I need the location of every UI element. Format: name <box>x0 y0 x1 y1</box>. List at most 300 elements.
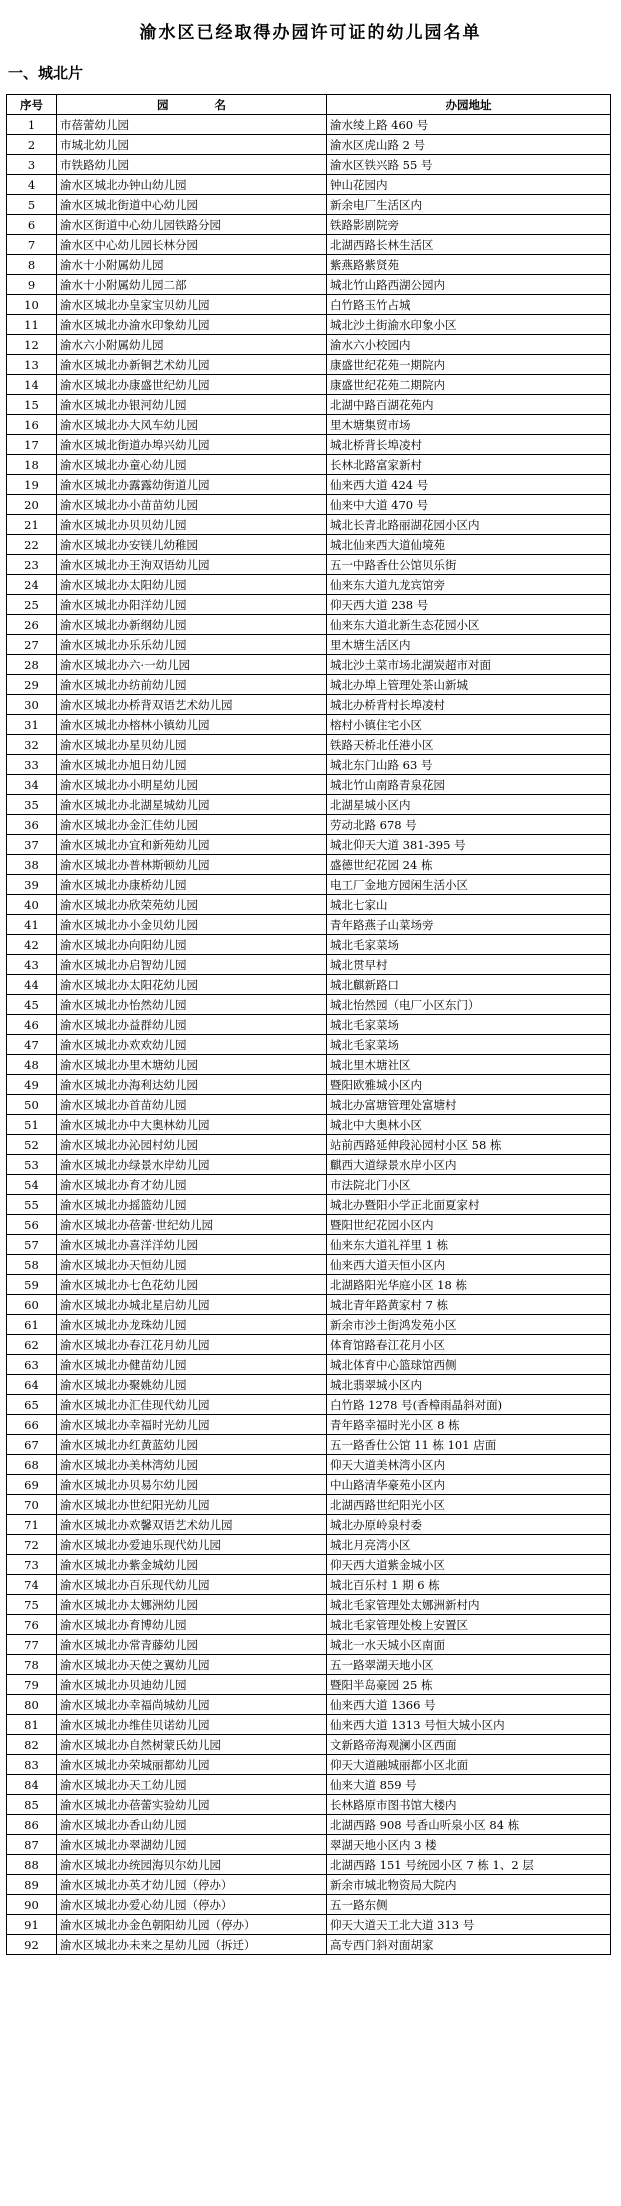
kindergarten-address: 城北沙土菜市场北湖炭超市对面 <box>327 655 611 675</box>
row-number: 48 <box>7 1055 57 1075</box>
table-row <box>7 1015 611 1035</box>
row-number: 57 <box>7 1235 57 1255</box>
row-number: 66 <box>7 1415 57 1435</box>
header-name: 园 名 <box>57 95 327 115</box>
kindergarten-name: 渝水区中心幼儿园长林分园 <box>57 235 327 255</box>
row-number: 89 <box>7 1875 57 1895</box>
row-number: 32 <box>7 735 57 755</box>
kindergarten-address: 城北毛家管理处梭上安置区 <box>327 1615 611 1635</box>
kindergarten-address: 紫燕路紫贤苑 <box>327 255 611 275</box>
kindergarten-name: 渝水区城北办向阳幼儿园 <box>57 935 327 955</box>
kindergarten-name: 渝水区城北办春江花月幼儿园 <box>57 1335 327 1355</box>
table-row <box>7 875 611 895</box>
row-number: 17 <box>7 435 57 455</box>
table-row <box>7 595 611 615</box>
kindergarten-address: 里木塘集贸市场 <box>327 415 611 435</box>
table-row <box>7 815 611 835</box>
row-number: 41 <box>7 915 57 935</box>
kindergarten-name: 渝水区城北办小明星幼儿园 <box>57 775 327 795</box>
kindergarten-address: 新余电厂生活区内 <box>327 195 611 215</box>
kindergarten-name: 渝水区城北办天工幼儿园 <box>57 1775 327 1795</box>
kindergarten-name: 渝水区城北办汇佳现代幼儿园 <box>57 1395 327 1415</box>
kindergarten-address: 康盛世纪花苑一期院内 <box>327 355 611 375</box>
table-row <box>7 1235 611 1255</box>
row-number: 16 <box>7 415 57 435</box>
kindergarten-name: 渝水区城北街道中心幼儿园 <box>57 195 327 215</box>
table-row <box>7 995 611 1015</box>
kindergarten-address: 暨阳世纪花园小区内 <box>327 1215 611 1235</box>
kindergarten-address: 城北沙土街渝水印象小区 <box>327 315 611 335</box>
kindergarten-name: 渝水区城北办紫金城幼儿园 <box>57 1555 327 1575</box>
kindergarten-name: 渝水区城北办贝易尔幼儿园 <box>57 1475 327 1495</box>
table-row <box>7 335 611 355</box>
kindergarten-name: 渝水区城北办中大奥林幼儿园 <box>57 1115 327 1135</box>
kindergarten-name: 渝水区城北办安镁儿幼稚园 <box>57 535 327 555</box>
section-heading: 一、城北片 <box>8 64 84 82</box>
row-number: 20 <box>7 495 57 515</box>
kindergarten-address: 北湖西路 908 号香山听泉小区 84 栋 <box>327 1815 611 1835</box>
kindergarten-name: 市蓓蕾幼儿园 <box>57 115 327 135</box>
kindergarten-address: 铁路影剧院旁 <box>327 215 611 235</box>
kindergarten-address: 城北仰天大道 381-395 号 <box>327 835 611 855</box>
kindergarten-address: 城北办原岭泉村委 <box>327 1515 611 1535</box>
table-row <box>7 1635 611 1655</box>
kindergarten-address: 铁路天桥北任港小区 <box>327 735 611 755</box>
row-number: 18 <box>7 455 57 475</box>
kindergarten-name: 渝水区城北办宜和新苑幼儿园 <box>57 835 327 855</box>
row-number: 29 <box>7 675 57 695</box>
row-number: 7 <box>7 235 57 255</box>
table-row <box>7 1655 611 1675</box>
kindergarten-name: 渝水区城北办荣城丽都幼儿园 <box>57 1755 327 1775</box>
kindergarten-name: 渝水区城北办童心幼儿园 <box>57 455 327 475</box>
table-row <box>7 315 611 335</box>
kindergarten-address: 文新路帝海观澜小区西面 <box>327 1735 611 1755</box>
kindergarten-address: 城北办暨阳小学正北面夏家村 <box>327 1195 611 1215</box>
row-number: 71 <box>7 1515 57 1535</box>
kindergarten-address: 城北东门山路 63 号 <box>327 755 611 775</box>
kindergarten-address: 北湖星城小区内 <box>327 795 611 815</box>
table-row <box>7 1795 611 1815</box>
table-row <box>7 1175 611 1195</box>
kindergarten-address: 渝水六小校园内 <box>327 335 611 355</box>
kindergarten-name: 渝水区城北办育才幼儿园 <box>57 1175 327 1195</box>
kindergarten-name: 渝水区城北办欣荣苑幼儿园 <box>57 895 327 915</box>
table-row <box>7 535 611 555</box>
row-number: 74 <box>7 1575 57 1595</box>
kindergarten-address: 城北体育中心篮球馆西侧 <box>327 1355 611 1375</box>
row-number: 47 <box>7 1035 57 1055</box>
kindergarten-name: 渝水区城北办绿景水岸幼儿园 <box>57 1155 327 1175</box>
kindergarten-address: 城北办富塘管理处富塘村 <box>327 1095 611 1115</box>
table-row <box>7 1675 611 1695</box>
kindergarten-address: 盛德世纪花园 24 栋 <box>327 855 611 875</box>
row-number: 70 <box>7 1495 57 1515</box>
kindergarten-address: 城北仙来西大道仙境苑 <box>327 535 611 555</box>
kindergarten-address: 城北中大奥林小区 <box>327 1115 611 1135</box>
kindergarten-address: 城北七家山 <box>327 895 611 915</box>
row-number: 3 <box>7 155 57 175</box>
table-row <box>7 1215 611 1235</box>
table-row <box>7 1275 611 1295</box>
row-number: 15 <box>7 395 57 415</box>
row-number: 35 <box>7 795 57 815</box>
row-number: 54 <box>7 1175 57 1195</box>
document-title: 渝水区已经取得办园许可证的幼儿园名单 <box>139 23 482 43</box>
row-number: 86 <box>7 1815 57 1835</box>
kindergarten-address: 仙来西大道 1366 号 <box>327 1695 611 1715</box>
table-row <box>7 195 611 215</box>
kindergarten-name: 渝水区城北办阳洋幼儿园 <box>57 595 327 615</box>
kindergarten-name: 渝水区城北办红黄蓝幼儿园 <box>57 1435 327 1455</box>
kindergarten-name: 渝水区城北办太阳幼儿园 <box>57 575 327 595</box>
row-number: 42 <box>7 935 57 955</box>
row-number: 75 <box>7 1595 57 1615</box>
row-number: 10 <box>7 295 57 315</box>
row-number: 38 <box>7 855 57 875</box>
kindergarten-name: 渝水区城北办里木塘幼儿园 <box>57 1055 327 1075</box>
row-number: 64 <box>7 1375 57 1395</box>
kindergarten-name: 渝水区城北办小苗苗幼儿园 <box>57 495 327 515</box>
kindergarten-address: 城北月亮湾小区 <box>327 1535 611 1555</box>
table-row <box>7 395 611 415</box>
table-row <box>7 1555 611 1575</box>
table-row <box>7 1875 611 1895</box>
table-row <box>7 375 611 395</box>
kindergarten-name: 渝水十小附属幼儿园二部 <box>57 275 327 295</box>
kindergarten-name: 渝水区城北办王洵双语幼儿园 <box>57 555 327 575</box>
kindergarten-address: 翠湖天地小区内 3 楼 <box>327 1835 611 1855</box>
table-row <box>7 1515 611 1535</box>
row-number: 72 <box>7 1535 57 1555</box>
row-number: 46 <box>7 1015 57 1035</box>
table-row <box>7 1595 611 1615</box>
kindergarten-name: 渝水区街道中心幼儿园铁路分园 <box>57 215 327 235</box>
kindergarten-name: 渝水区城北办旭日幼儿园 <box>57 755 327 775</box>
kindergarten-name: 渝水六小附属幼儿园 <box>57 335 327 355</box>
kindergarten-name: 渝水区城北办世纪阳光幼儿园 <box>57 1495 327 1515</box>
kindergarten-address: 城北里木塘社区 <box>327 1055 611 1075</box>
row-number: 50 <box>7 1095 57 1115</box>
row-number: 45 <box>7 995 57 1015</box>
kindergarten-name: 渝水区城北办英才幼儿园（停办） <box>57 1875 327 1895</box>
table-row <box>7 1115 611 1135</box>
table-row <box>7 1255 611 1275</box>
table-row <box>7 455 611 475</box>
table-row <box>7 1435 611 1455</box>
kindergarten-name: 渝水区城北办康桥幼儿园 <box>57 875 327 895</box>
kindergarten-name: 市铁路幼儿园 <box>57 155 327 175</box>
kindergarten-name: 渝水区城北办未来之星幼儿园（拆迁） <box>57 1935 327 1955</box>
table-row <box>7 355 611 375</box>
row-number: 82 <box>7 1735 57 1755</box>
kindergarten-name: 渝水区城北办翠湖幼儿园 <box>57 1835 327 1855</box>
row-number: 63 <box>7 1355 57 1375</box>
kindergarten-name: 渝水区城北办金色朝阳幼儿园（停办） <box>57 1915 327 1935</box>
row-number: 30 <box>7 695 57 715</box>
row-number: 62 <box>7 1335 57 1355</box>
table-row <box>7 775 611 795</box>
kindergarten-address: 城北办埠上管理处茶山新城 <box>327 675 611 695</box>
row-number: 79 <box>7 1675 57 1695</box>
header-address: 办园地址 <box>327 95 611 115</box>
table-row <box>7 1615 611 1635</box>
table-row <box>7 1335 611 1355</box>
header-number: 序号 <box>7 95 57 115</box>
kindergarten-address: 城北百乐村 1 期 6 栋 <box>327 1575 611 1595</box>
kindergarten-name: 渝水十小附属幼儿园 <box>57 255 327 275</box>
kindergarten-name: 渝水区城北办欢馨双语艺术幼儿园 <box>57 1515 327 1535</box>
kindergarten-name: 渝水区城北办龙珠幼儿园 <box>57 1315 327 1335</box>
table-row <box>7 735 611 755</box>
kindergarten-name: 渝水区城北办六·一幼儿园 <box>57 655 327 675</box>
kindergarten-address: 仙来东大道北新生态花园小区 <box>327 615 611 635</box>
row-number: 76 <box>7 1615 57 1635</box>
table-row <box>7 275 611 295</box>
table-row <box>7 675 611 695</box>
table-row <box>7 1835 611 1855</box>
kindergarten-name: 渝水区城北办聚姚幼儿园 <box>57 1375 327 1395</box>
table-row <box>7 755 611 775</box>
kindergarten-address: 仰天大道天工北大道 313 号 <box>327 1915 611 1935</box>
kindergarten-address: 长林路原市图书馆大楼内 <box>327 1795 611 1815</box>
table-row <box>7 115 611 135</box>
kindergarten-address: 北湖西路长林生活区 <box>327 235 611 255</box>
kindergarten-address: 城北竹山路西湖公园内 <box>327 275 611 295</box>
kindergarten-name: 渝水区城北办银河幼儿园 <box>57 395 327 415</box>
kindergarten-address: 城北麒新路口 <box>327 975 611 995</box>
row-number: 52 <box>7 1135 57 1155</box>
kindergarten-name: 渝水区城北办贝贝幼儿园 <box>57 515 327 535</box>
kindergarten-address: 新余市沙土街鸿发苑小区 <box>327 1315 611 1335</box>
kindergarten-address: 中山路清华豪苑小区内 <box>327 1475 611 1495</box>
table-row <box>7 1035 611 1055</box>
kindergarten-name: 渝水区城北办星贝幼儿园 <box>57 735 327 755</box>
kindergarten-address: 城北竹山南路青泉花园 <box>327 775 611 795</box>
kindergarten-name: 渝水区城北办普林斯顿幼儿园 <box>57 855 327 875</box>
kindergarten-address: 城北翡翠城小区内 <box>327 1375 611 1395</box>
kindergarten-address: 仰天大道美林湾小区内 <box>327 1455 611 1475</box>
row-number: 73 <box>7 1555 57 1575</box>
kindergarten-address: 渝水区虎山路 2 号 <box>327 135 611 155</box>
kindergarten-name: 渝水区城北办摇篮幼儿园 <box>57 1195 327 1215</box>
kindergarten-address: 仙来东大道礼祥里 1 栋 <box>327 1235 611 1255</box>
row-number: 65 <box>7 1395 57 1415</box>
row-number: 77 <box>7 1635 57 1655</box>
row-number: 84 <box>7 1775 57 1795</box>
row-number: 39 <box>7 875 57 895</box>
row-number: 37 <box>7 835 57 855</box>
kindergarten-address: 榕村小镇住宅小区 <box>327 715 611 735</box>
row-number: 27 <box>7 635 57 655</box>
table-row <box>7 215 611 235</box>
kindergarten-name: 渝水区城北办新铜艺术幼儿园 <box>57 355 327 375</box>
kindergarten-name: 渝水区城北办幸福尚城幼儿园 <box>57 1695 327 1715</box>
kindergarten-address: 仙来西大道 1313 号恒大城小区内 <box>327 1715 611 1735</box>
kindergarten-address: 城北办桥背村长埠凌村 <box>327 695 611 715</box>
kindergarten-name: 渝水区城北办渝水印象幼儿园 <box>57 315 327 335</box>
kindergarten-name: 渝水区城北办启智幼儿园 <box>57 955 327 975</box>
kindergarten-name: 渝水区城北办乐乐幼儿园 <box>57 635 327 655</box>
table-row <box>7 1055 611 1075</box>
row-number: 49 <box>7 1075 57 1095</box>
kindergarten-name: 渝水区城北办常青藤幼儿园 <box>57 1635 327 1655</box>
kindergarten-name: 渝水区城北办怡然幼儿园 <box>57 995 327 1015</box>
row-number: 59 <box>7 1275 57 1295</box>
table-row <box>7 655 611 675</box>
kindergarten-name: 渝水区城北办百乐现代幼儿园 <box>57 1575 327 1595</box>
table-row <box>7 975 611 995</box>
row-number: 5 <box>7 195 57 215</box>
row-number: 83 <box>7 1755 57 1775</box>
table-row <box>7 955 611 975</box>
kindergarten-name: 渝水区城北办榕林小镇幼儿园 <box>57 715 327 735</box>
table-row <box>7 1395 611 1415</box>
kindergarten-name: 渝水区城北办桥背双语艺术幼儿园 <box>57 695 327 715</box>
kindergarten-name: 渝水区城北办皇家宝贝幼儿园 <box>57 295 327 315</box>
kindergarten-name: 渝水区城北办贝迪幼儿园 <box>57 1675 327 1695</box>
kindergarten-address: 仰天西大道 238 号 <box>327 595 611 615</box>
row-number: 69 <box>7 1475 57 1495</box>
kindergarten-address: 新余市城北物资局大院内 <box>327 1875 611 1895</box>
kindergarten-address: 体育馆路春江花月小区 <box>327 1335 611 1355</box>
row-number: 55 <box>7 1195 57 1215</box>
row-number: 4 <box>7 175 57 195</box>
kindergarten-name: 渝水区城北办沁园村幼儿园 <box>57 1135 327 1155</box>
kindergarten-name: 渝水区城北办小金贝幼儿园 <box>57 915 327 935</box>
table-row <box>7 715 611 735</box>
kindergarten-address: 钟山花园内 <box>327 175 611 195</box>
kindergarten-name: 渝水区城北办太娜洲幼儿园 <box>57 1595 327 1615</box>
table-row <box>7 1195 611 1215</box>
kindergarten-address: 劳动北路 678 号 <box>327 815 611 835</box>
kindergarten-name: 渝水区城北办喜洋洋幼儿园 <box>57 1235 327 1255</box>
row-number: 67 <box>7 1435 57 1455</box>
kindergarten-name: 渝水区城北办新纲幼儿园 <box>57 615 327 635</box>
row-number: 92 <box>7 1935 57 1955</box>
kindergarten-name: 渝水区城北办首苗幼儿园 <box>57 1095 327 1115</box>
kindergarten-name: 渝水区城北办纺前幼儿园 <box>57 675 327 695</box>
kindergarten-address: 仙来西大道天恒小区内 <box>327 1255 611 1275</box>
kindergarten-address: 仰天大道融城丽都小区北面 <box>327 1755 611 1775</box>
kindergarten-address: 渝水区铁兴路 55 号 <box>327 155 611 175</box>
kindergarten-address: 暨阳欧雅城小区内 <box>327 1075 611 1095</box>
kindergarten-address: 长林北路富家新村 <box>327 455 611 475</box>
row-number: 28 <box>7 655 57 675</box>
table-row <box>7 895 611 915</box>
kindergarten-name: 渝水区城北办大风车幼儿园 <box>57 415 327 435</box>
row-number: 44 <box>7 975 57 995</box>
kindergarten-name: 渝水区城北办太阳花幼儿园 <box>57 975 327 995</box>
table-row <box>7 1775 611 1795</box>
table-row <box>7 1895 611 1915</box>
table-row <box>7 1575 611 1595</box>
table-row <box>7 615 611 635</box>
kindergarten-address: 高专西门斜对面胡家 <box>327 1935 611 1955</box>
table-row <box>7 1455 611 1475</box>
row-number: 19 <box>7 475 57 495</box>
table-row <box>7 175 611 195</box>
table-row <box>7 1535 611 1555</box>
row-number: 24 <box>7 575 57 595</box>
kindergarten-name: 渝水区城北办维佳贝诺幼儿园 <box>57 1715 327 1735</box>
kindergarten-address: 仰天西大道紫金城小区 <box>327 1555 611 1575</box>
row-number: 6 <box>7 215 57 235</box>
kindergarten-address: 五一路香仕公馆 11 栋 101 店面 <box>327 1435 611 1455</box>
table-row <box>7 255 611 275</box>
row-number: 61 <box>7 1315 57 1335</box>
kindergarten-address: 城北一水天城小区南面 <box>327 1635 611 1655</box>
kindergarten-name: 市城北幼儿园 <box>57 135 327 155</box>
table-row <box>7 1135 611 1155</box>
table-row <box>7 1855 611 1875</box>
kindergarten-name: 渝水区城北办城北星启幼儿园 <box>57 1295 327 1315</box>
kindergarten-address: 电工厂金地方园闲生活小区 <box>327 875 611 895</box>
kindergarten-name: 渝水区城北办健苗幼儿园 <box>57 1355 327 1375</box>
table-row <box>7 1355 611 1375</box>
row-number: 88 <box>7 1855 57 1875</box>
kindergarten-address: 暨阳半岛豪园 25 栋 <box>327 1675 611 1695</box>
table-row <box>7 1295 611 1315</box>
kindergarten-name: 渝水区城北办金汇佳幼儿园 <box>57 815 327 835</box>
kindergarten-name: 渝水区城北办蓓蕾实验幼儿园 <box>57 1795 327 1815</box>
row-number: 34 <box>7 775 57 795</box>
kindergarten-address: 青年路燕子山菜场旁 <box>327 915 611 935</box>
table-row <box>7 135 611 155</box>
table-row <box>7 1415 611 1435</box>
row-number: 26 <box>7 615 57 635</box>
kindergarten-address: 里木塘生活区内 <box>327 635 611 655</box>
kindergarten-address: 城北贯早村 <box>327 955 611 975</box>
table-row <box>7 575 611 595</box>
kindergarten-address: 白竹路玉竹占城 <box>327 295 611 315</box>
table-row <box>7 435 611 455</box>
row-number: 13 <box>7 355 57 375</box>
table-row <box>7 1735 611 1755</box>
table-row <box>7 555 611 575</box>
row-number: 21 <box>7 515 57 535</box>
row-number: 33 <box>7 755 57 775</box>
kindergarten-name: 渝水区城北办爱迪乐现代幼儿园 <box>57 1535 327 1555</box>
kindergarten-name: 渝水区城北办露露幼街道儿园 <box>57 475 327 495</box>
row-number: 56 <box>7 1215 57 1235</box>
kindergarten-name: 渝水区城北办统园海贝尔幼儿园 <box>57 1855 327 1875</box>
table-row <box>7 1095 611 1115</box>
row-number: 53 <box>7 1155 57 1175</box>
kindergarten-name: 渝水区城北办美林湾幼儿园 <box>57 1455 327 1475</box>
kindergarten-address: 五一路翠湖天地小区 <box>327 1655 611 1675</box>
kindergarten-name: 渝水区城北办七色花幼儿园 <box>57 1275 327 1295</box>
row-number: 90 <box>7 1895 57 1915</box>
kindergarten-name: 渝水区城北办蓓蕾·世纪幼儿园 <box>57 1215 327 1235</box>
kindergarten-address: 城北怡然园（电厂小区东门） <box>327 995 611 1015</box>
table-row <box>7 795 611 815</box>
table-row <box>7 515 611 535</box>
kindergarten-address: 北湖路阳光华庭小区 18 栋 <box>327 1275 611 1295</box>
table-row <box>7 415 611 435</box>
row-number: 23 <box>7 555 57 575</box>
kindergarten-address: 渝水绫上路 460 号 <box>327 115 611 135</box>
kindergarten-address: 白竹路 1278 号(香樟雨晶斜对面) <box>327 1395 611 1415</box>
row-number: 36 <box>7 815 57 835</box>
row-number: 51 <box>7 1115 57 1135</box>
row-number: 68 <box>7 1455 57 1475</box>
table-row <box>7 1815 611 1835</box>
row-number: 25 <box>7 595 57 615</box>
row-number: 91 <box>7 1915 57 1935</box>
table-row <box>7 635 611 655</box>
kindergarten-address: 麒西大道绿景水岸小区内 <box>327 1155 611 1175</box>
